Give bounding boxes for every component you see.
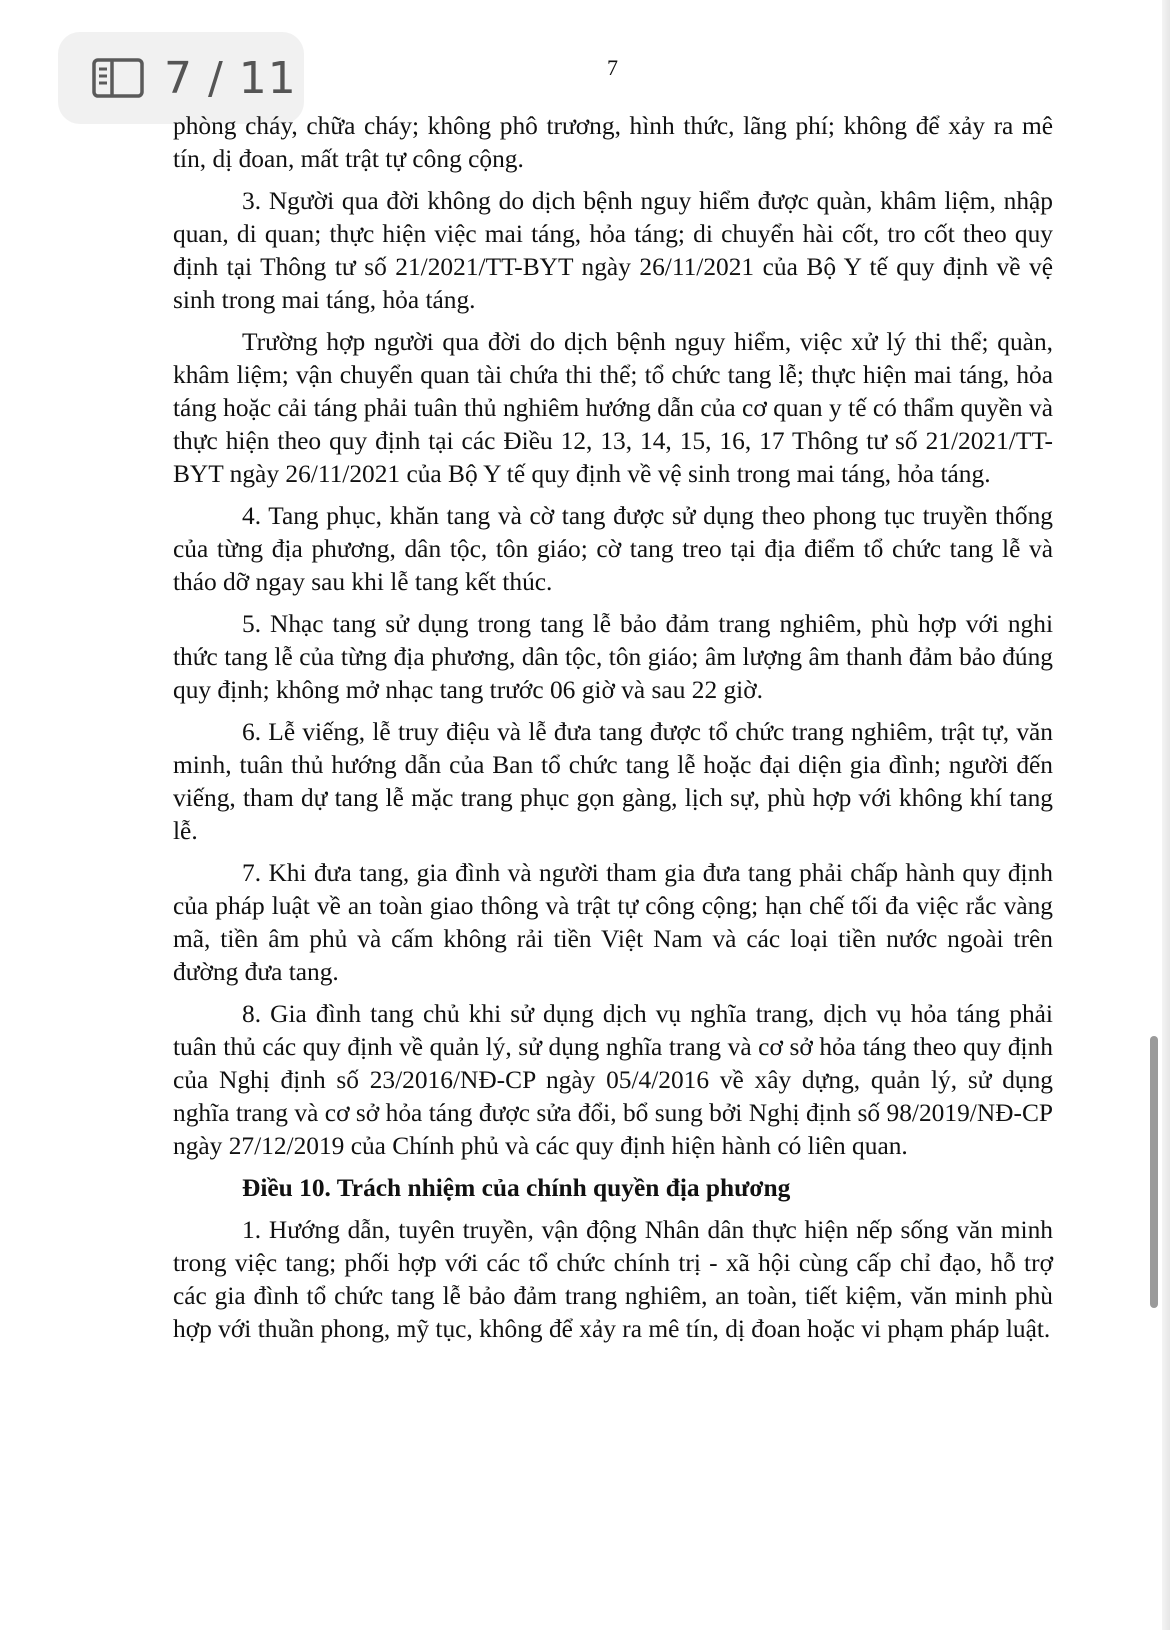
paragraph: phòng cháy, chữa cháy; không phô trương, hình thức, lãng phí; không để xảy ra mê tín, dị đoan, mất trật tự công cộng. [173, 112, 1053, 173]
paragraph: 5. Nhạc tang sử dụng trong tang lễ bảo đảm trang nghiêm, phù hợp với nghi thức tang lễ của từng địa phương, dân tộc, tôn giáo; âm lượng âm thanh đảm bảo đúng quy định; không mở nhạc tang trước 06 giờ và sau 22 giờ. [173, 610, 1053, 704]
paragraph: 8. Gia đình tang chủ khi sử dụng dịch vụ nghĩa trang, dịch vụ hỏa táng phải tuân thủ các quy định về quản lý, sử dụng nghĩa trang và cơ sở hỏa táng theo quy định của Nghị định số 23/2016/NĐ-CP ngày 05/4/2016 về xây dựng, quản lý, sử dụng nghĩa trang và cơ sở hỏa táng được sửa đổi, bổ sung bởi Nghị định số 98/2019/NĐ-CP ngày 27/12/2019 của Chính phủ và các quy định hiện hành có liên quan. [173, 1000, 1053, 1160]
page-edge [1162, 0, 1170, 1630]
paragraph: 7. Khi đưa tang, gia đình và người tham gia đưa tang phải chấp hành quy định của pháp luật về an toàn giao thông và trật tự công cộng; hạn chế tối đa việc rắc vàng mã, tiền âm phủ và cấm không rải tiền Việt Nam và các loại tiền nước ngoài trên đường đưa tang. [173, 859, 1053, 986]
paragraph: 4. Tang phục, khăn tang và cờ tang được sử dụng theo phong tục truyền thống của từng địa phương, dân tộc, tôn giáo; cờ tang treo tại địa điểm tổ chức tang lễ và tháo dỡ ngay sau khi lễ tang kết thúc. [173, 502, 1053, 596]
page-number: 7 [607, 55, 618, 80]
scrollbar-thumb[interactable] [1150, 1036, 1158, 1308]
page-counter-label: 7 / 11 [164, 52, 297, 104]
paragraph: 3. Người qua đời không do dịch bệnh nguy hiểm được quàn, khâm liệm, nhập quan, di quan; thực hiện việc mai táng, hỏa táng; di chuyển hài cốt, tro cốt theo quy định tại Thông tư số 21/2021/TT-BYT ngày 26/11/2021 của Bộ Y tế quy định về vệ sinh trong mai táng, hỏa táng. [173, 187, 1053, 314]
paragraph: Trường hợp người qua đời do dịch bệnh nguy hiểm, việc xử lý thi thể; quàn, khâm liệm; vận chuyển quan tài chứa thi thể; tổ chức tang lễ; thực hiện mai táng, hỏa táng hoặc cải táng phải tuân thủ nghiêm hướng dẫn của cơ quan y tế có thẩm quyền và thực hiện theo quy định tại các Điều 12, 13, 14, 15, 16, 17 Thông tư số 21/2021/TT-BYT ngày 26/11/2021 của Bộ Y tế quy định về vệ sinh trong mai táng, hỏa táng. [173, 328, 1053, 488]
section-heading: Điều 10. Trách nhiệm của chính quyền địa phương [242, 1174, 791, 1202]
paragraph: 6. Lễ viếng, lễ truy điệu và lễ đưa tang được tổ chức trang nghiêm, trật tự, văn minh, tuân thủ hướng dẫn của Ban tổ chức tang lễ hoặc đại diện gia đình; người đến viếng, tham dự tang lễ mặc trang phục gọn gàng, lịch sự, phù hợp với không khí tang lễ. [173, 718, 1053, 845]
document-body [173, 110, 1053, 1355]
paragraph: 1. Hướng dẫn, tuyên truyền, vận động Nhân dân thực hiện nếp sống văn minh trong việc tang; phối hợp với các tổ chức chính trị - xã hội cùng cấp chỉ đạo, hỗ trợ các gia đình tổ chức tang lễ bảo đảm trang nghiêm, an toàn, tiết kiệm, văn minh phù hợp với thuần phong, mỹ tục, không để xảy ra mê tín, dị đoan hoặc vi phạm pháp luật. [173, 1216, 1053, 1343]
